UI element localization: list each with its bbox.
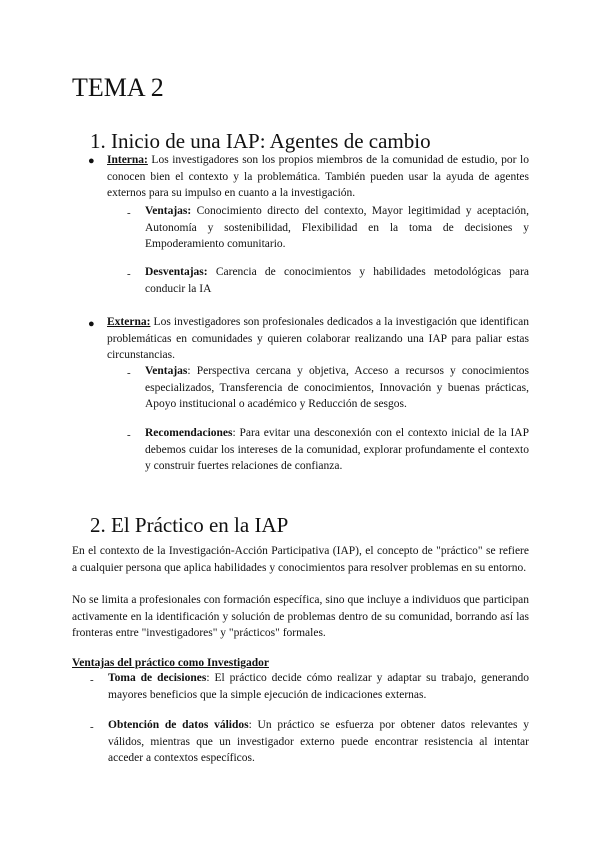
externa-ventajas xyxy=(145,363,529,413)
section-1-heading: 1. Inicio de una IAP: Agentes de cambio xyxy=(90,129,431,153)
interna-desventajas xyxy=(145,264,529,297)
section-2-paragraph-2: No se limita a profesionales con formación específica, sino que incluye a individuos que participan activamente en la identificación y solución de problemas dentro de su comunidad, borrando así las fronteras entre "investigadores" y "prácticos" formales. xyxy=(72,594,529,639)
interna-ventajas xyxy=(145,203,529,253)
interna-paragraph xyxy=(107,152,529,202)
externa-ventajas-text: : Perspectiva cercana y objetiva, Acceso a recursos y conocimientos especializados, Transferencia de conocimientos, Innovación y buenas prácticas, Apoyo institucional o académico y Reducción de sesgos. xyxy=(145,365,529,410)
interna-ventajas-label: Ventajas: xyxy=(145,205,192,217)
interna-ventajas-text: Conocimiento directo del contexto, Mayor legitimidad y aceptación, Autonomía y sostenibilidad, Flexibilidad en la toma de decisiones y Empoderamiento comunitario. xyxy=(145,205,529,250)
ventajas-subheading: Ventajas del práctico como Investigador xyxy=(72,657,269,669)
bullet-icon: ● xyxy=(88,155,95,167)
toma-decisiones-item xyxy=(108,670,529,703)
dash-icon: - xyxy=(90,674,94,686)
dash-icon: - xyxy=(127,429,131,441)
externa-text: Los investigadores son profesionales dedicados a la investigación que identifican problemáticas en comunidades y quieren colaborar realizando una IAP para paliar estas circunstancias. xyxy=(107,316,529,361)
page-title: TEMA 2 xyxy=(72,73,164,102)
toma-decisiones-text: : El práctico decide cómo realizar y adaptar su trabajo, generando mayores beneficios que la simple ejecución de indicaciones externas. xyxy=(108,672,529,701)
bullet-icon: ● xyxy=(88,318,95,330)
interna-desventajas-label: Desventajas: xyxy=(145,266,208,278)
externa-recomendaciones xyxy=(145,425,529,475)
obtencion-datos-item xyxy=(108,717,529,767)
dash-icon: - xyxy=(127,207,131,219)
externa-recom-label: Recomendaciones xyxy=(145,427,233,439)
externa-paragraph xyxy=(107,314,529,364)
obtencion-datos-text: : Un práctico se esfuerza por obtener datos relevantes y válidos, mientras que un investigador externo puede encontrar resistencia al intentar acceder a contextos específicos. xyxy=(108,719,529,764)
interna-label: Interna: xyxy=(107,154,148,166)
externa-label: Externa: xyxy=(107,316,151,328)
toma-decisiones-label: Toma de decisiones xyxy=(108,672,207,684)
dash-icon: - xyxy=(127,268,131,280)
externa-ventajas-label: Ventajas xyxy=(145,365,188,377)
dash-icon: - xyxy=(127,367,131,379)
externa-recom-text: : Para evitar una desconexión con el contexto inicial de la IAP debemos cuidar los intereses de la comunidad, explorar profundamente el contexto y construir fuertes relaciones de confianza. xyxy=(145,427,529,472)
dash-icon: - xyxy=(90,721,94,733)
interna-text: Los investigadores son los propios miembros de la comunidad de estudio, por lo conocen bien el contexto y la problemática. También pueden usar la ayuda de agentes externos para su impulso en cuanto a la investigación. xyxy=(107,154,529,199)
section-2-paragraph-1: En el contexto de la Investigación-Acción Participativa (IAP), el concepto de "práctico" se refiere a cualquier persona que aplica habilidades y conocimientos para resolver problemas en su entorno. xyxy=(72,545,529,574)
interna-desventajas-text: Carencia de conocimientos y habilidades metodológicas para conducir la IA xyxy=(145,266,529,295)
obtencion-datos-label: Obtención de datos válidos xyxy=(108,719,249,731)
section-2-heading: 2. El Práctico en la IAP xyxy=(90,513,289,537)
